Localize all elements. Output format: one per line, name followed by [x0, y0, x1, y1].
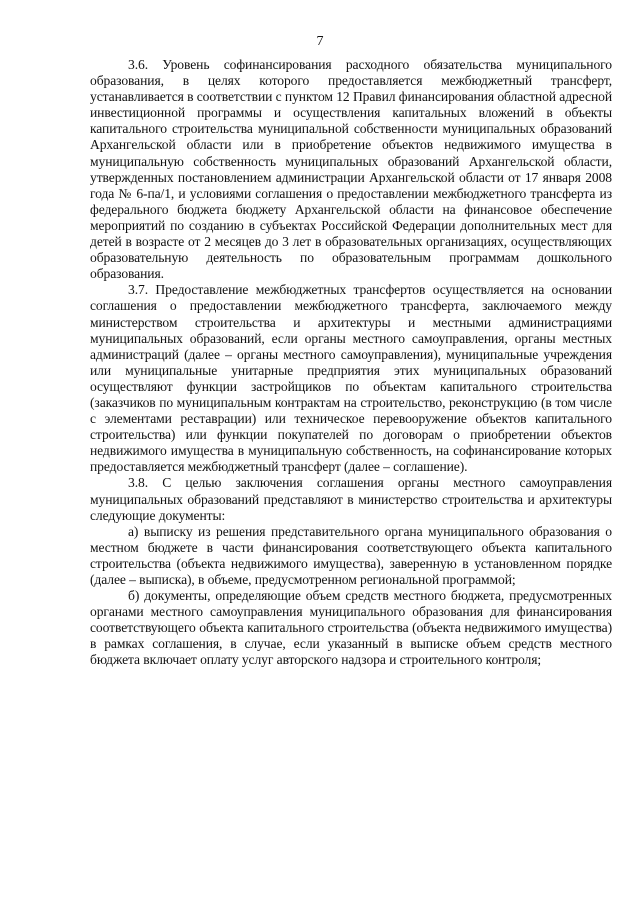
document-body: [90, 57, 612, 669]
list-item-b: б) документы, определяющие объем средств местного бюджета, предусмотренных органами местного самоуправления муниципального образования для финансирования соответствующего объекта капитального строительства (объекта недвижимого имущества) в рамках соглашения, в случае, если указанный в выписке объем средств местного бюджета включает оплату услуг авторского надзора и строительного контроля;: [90, 588, 612, 668]
page-number: 7: [316, 34, 324, 49]
paragraph-3-6: 3.6. Уровень софинансирования расходного обязательства муниципального образования, в целях которого предоставляется межбюджетный трансферт, устанавливается в соответствии с пунктом 12 Правил финансирования областной адресной инвестиционной программы и осуществления капитальных вложений в объекты капитального строительства муниципальной собственности муниципальных образований Архангельской области или в приобретение объектов недвижимого имущества в муниципальную собственность муниципальных образований Архангельской области, утвержденных постановлением администрации Архангельской области от 17 января 2008 года № 6-па/1, и условиями соглашения о предоставлении межбюджетного трансферта из федерального бюджета бюджету Архангельской области на финансовое обеспечение мероприятий по созданию в субъектах Российской Федерации дополнительных мест для детей в возрасте от 2 месяцев до 3 лет в образовательных организациях, осуществляющих образовательную деятельность по образовательным программам дошкольного образования.: [90, 57, 612, 282]
list-item-a: а) выписку из решения представительного органа муниципального образования о местном бюджете в части финансирования соответствующего объекта капитального строительства (объекта недвижимого имущества), заверенную в установленном порядке (далее – выписка), в объеме, предусмотренном региональной программой;: [90, 523, 612, 587]
paragraph-3-8: 3.8. С целью заключения соглашения органы местного самоуправления муниципальных образований представляют в министерство строительства и архитектуры следующие документы:: [90, 475, 612, 523]
paragraph-3-7: 3.7. Предоставление межбюджетных трансфертов осуществляется на основании соглашения о предоставлении межбюджетного трансферта, заключаемого между министерством строительства и архитектуры и местными администрациями муниципальных образований, если органы местного самоуправления, органы местных администраций (далее – органы местного самоуправления), муниципальные учреждения или муниципальные унитарные предприятия этих муниципальных образований осуществляют функции застройщиков по объектам капитального строительства (заказчиков по муниципальным контрактам на строительство, реконструкцию (в том числе с элементами реставрации) или техническое перевооружение объектов капитального строительства) или функции покупателей по договорам о приобретении объектов недвижимого имущества в муниципальную собственность, на софинансирование которых предоставляется межбюджетный трансферт (далее – соглашение).: [90, 282, 612, 475]
